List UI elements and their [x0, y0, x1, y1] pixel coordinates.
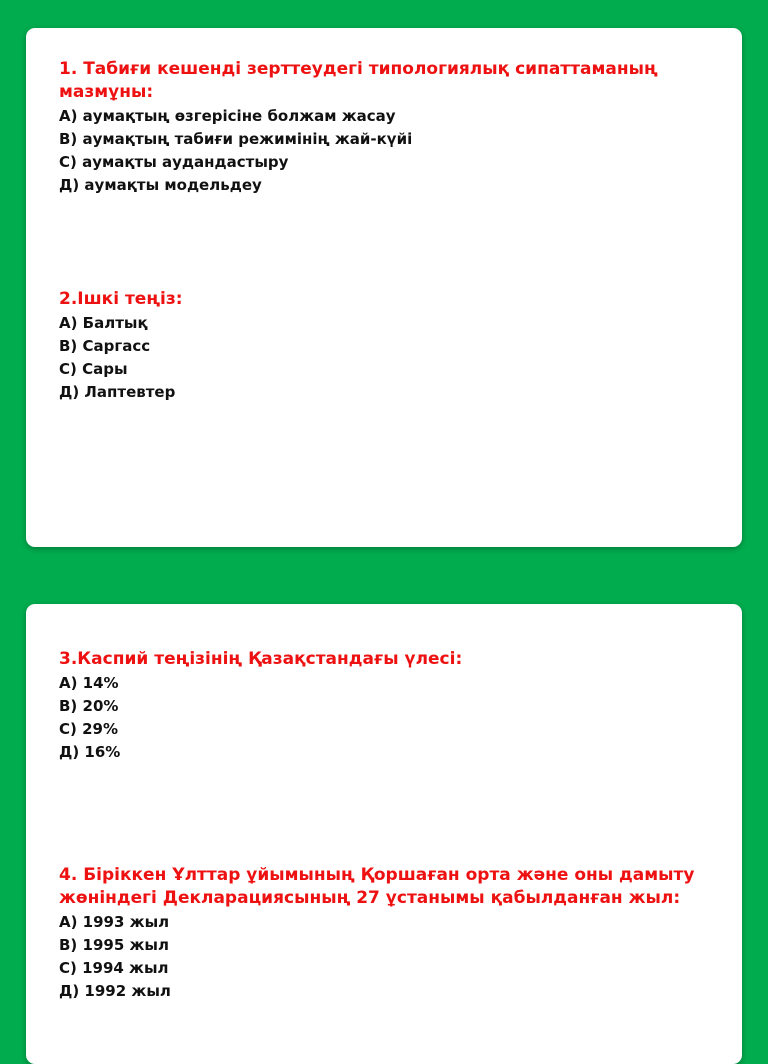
answer-option-b: В) аумақтың табиғи режимінің жай-күйі	[59, 130, 413, 148]
answer-option-c: С) Сары	[59, 360, 128, 378]
question-card-2	[26, 604, 742, 1064]
answer-option-d: Д) Лаптевтер	[59, 383, 176, 401]
question-title: 3.Каспий теңізінің Қазақстандағы үлесі:	[59, 649, 463, 669]
answer-option-b: В) 1995 жыл	[59, 936, 169, 954]
question-card-1	[26, 28, 742, 547]
question-1	[59, 58, 728, 197]
question-3	[59, 648, 728, 764]
answer-option-c: С) 29%	[59, 720, 118, 738]
question-title: 1. Табиғи кешенді зерттеудегі типологиялық сипаттаманың мазмұны:	[59, 59, 658, 102]
question-4	[59, 864, 728, 1003]
answer-option-a: А) Балтық	[59, 314, 148, 332]
answer-option-b: В) 20%	[59, 697, 119, 715]
answer-option-b: В) Саргасс	[59, 337, 151, 355]
answer-option-d: Д) 16%	[59, 743, 121, 761]
answer-option-c: С) 1994 жыл	[59, 959, 169, 977]
answer-option-a: А) аумақтың өзгерісіне болжам жасау	[59, 107, 396, 125]
question-title: 2.Ішкі теңіз:	[59, 289, 183, 309]
answer-option-a: А) 14%	[59, 674, 119, 692]
question-2	[59, 288, 728, 404]
question-title: 4. Біріккен Ұлттар ұйымының Қоршаған орта және оны дамыту жөніндегі Декларациясының 27 ұстанымы қабылданған жыл:	[59, 865, 695, 908]
answer-option-d: Д) аумақты модельдеу	[59, 176, 262, 194]
answer-option-c: С) аумақты аудандастыру	[59, 153, 289, 171]
answer-option-a: А) 1993 жыл	[59, 913, 170, 931]
answer-option-d: Д) 1992 жыл	[59, 982, 171, 1000]
